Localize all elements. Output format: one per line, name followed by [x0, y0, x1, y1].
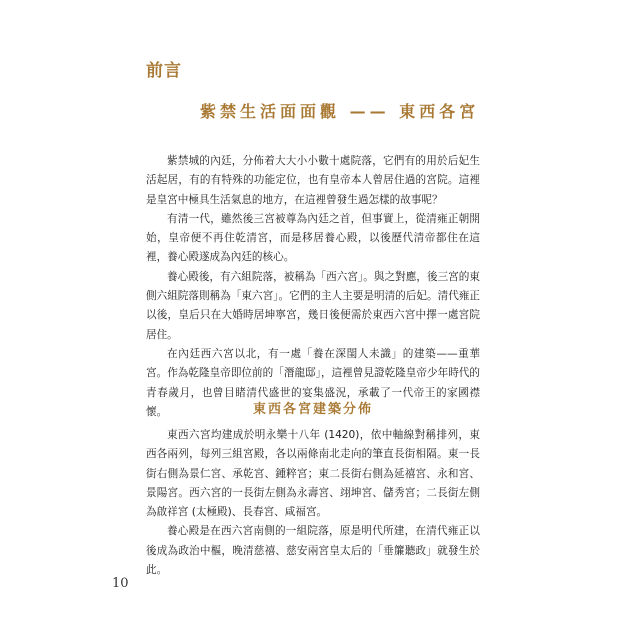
section-heading: 前言 — [146, 61, 182, 81]
page-number: 10 — [112, 576, 129, 591]
paragraph: 養心殿是在西六宮南側的一組院落，原是明代所建，在清代雍正以後成為政治中樞，晚清慈禧、慈安兩宮皇太后的「垂簾聽政」就發生於此。 — [146, 525, 480, 577]
subheading: 東西各宮建築分佈 — [252, 402, 373, 417]
distribution-section — [146, 426, 480, 580]
paragraph: 養心殿後，有六組院落，被稱為「西六宮」。與之對應，後三宮的東側六組院落則稱為「東六宮」。它們的主人主要是明清的后妃。清代雍正以後，皇后只在大婚時居坤寧宮，幾日後便需於東西六宮中擇一處宮院居住。 — [146, 270, 480, 341]
intro-section — [146, 152, 480, 422]
paragraph: 有清一代，雖然後三宮被尊為內廷之首，但事實上，從清雍正朝開始，皇帝便不再住乾清宮，而是移居養心殿，以後歷代清帝都住在這裡，養心殿遂成為內廷的核心。 — [146, 212, 480, 264]
paragraph: 東西六宮均建成於明永樂十八年 (1420)，依中軸線對稱排列，東西各兩列，每列三組宮殿，各以兩條南北走向的筆直長街相隔。東一長街右側為景仁宮、承乾宮、鍾粹宮；東二長街右側為延禧宮、永和宮、景陽宮。西六宮的一長街左側為永壽宮、翊坤宮、儲秀宮；二長街左側為啟祥宮 (太極殿)、長春宮、咸福宮。 — [146, 429, 480, 519]
paragraph: 紫禁城的內廷，分佈着大大小小數十處院落，它們有的用於后妃生活起居，有的有特殊的功能定位，也有皇帝本人曾居住過的宮院。這裡是皇宮中極具生活氣息的地方，在這裡曾發生過怎樣的故事呢？ — [146, 155, 480, 206]
paragraph: 在內廷西六宮以北，有一處「養在深閨人未識」的建築——重華宮。作為乾隆皇帝即位前的「潛龍邸」，這裡曾見證乾隆皇帝少年時代的青春歲月，也曾目睹清代盛世的宴集盛況，承載了一代帝王的家國襟懷。 — [146, 347, 480, 418]
chapter-title: 紫禁生活面面觀 —— 東西各宮 — [200, 102, 480, 121]
